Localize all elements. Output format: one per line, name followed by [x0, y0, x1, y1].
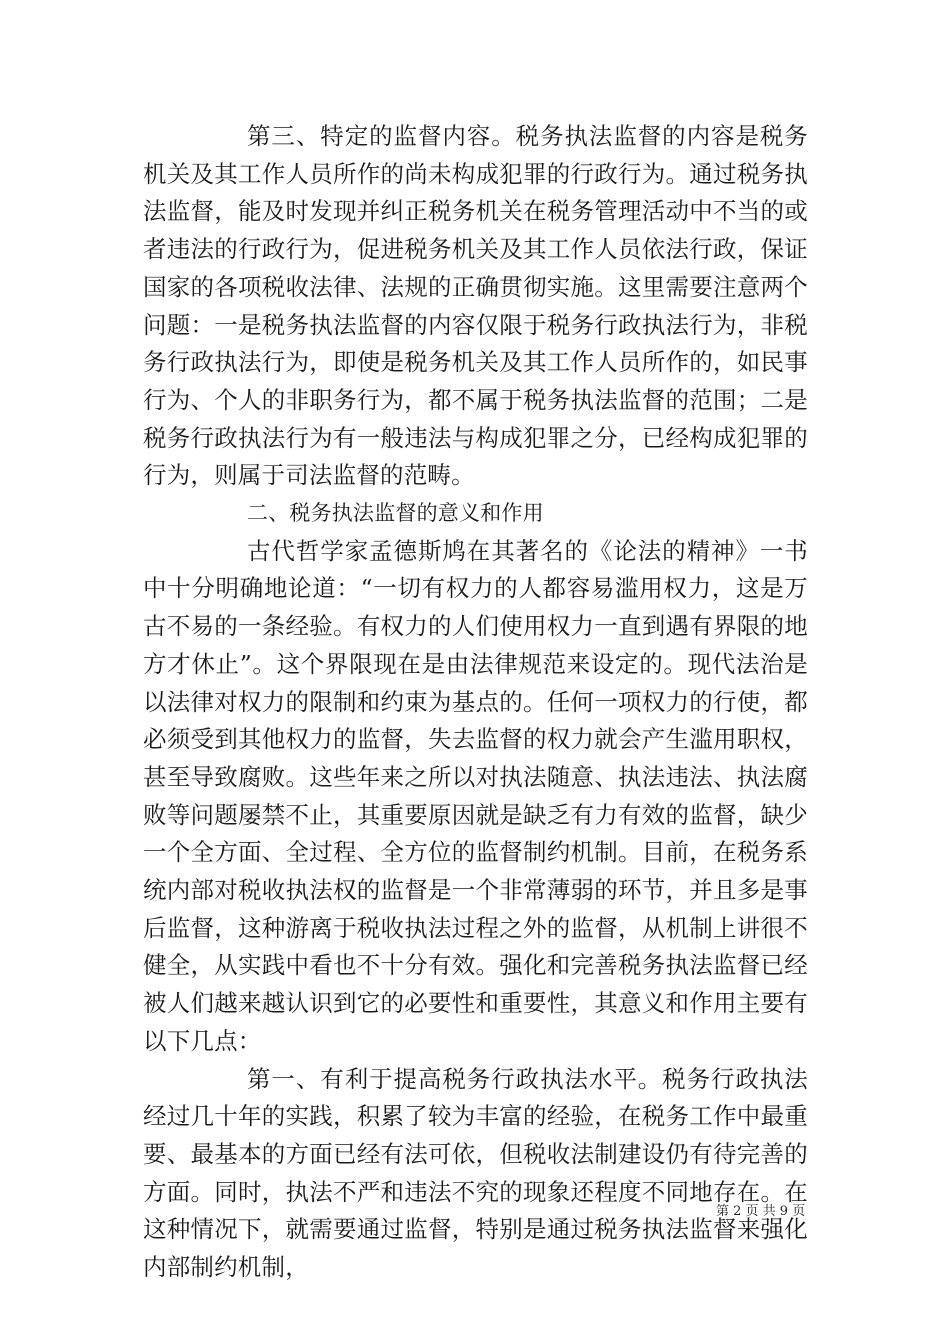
- paragraph-supervision-content: 第三、特定的监督内容。税务执法监督的内容是税务机关及其工作人员所作的尚未构成犯罪的行政行为。通过税务执法监督，能及时发现并纠正税务机关在税务管理活动中不当的或者违法的行政行为，促进税务机关及其工作人员依法行政，保证国家的各项税收法律、法规的正确贯彻实施。这里需要注意两个问题：一是税务执法监督的内容仅限于税务行政执法行为，非税务行政执法行为，即使是税务机关及其工作人员所作的，如民事行为、个人的非职务行为，都不属于税务执法监督的范围；二是税务行政执法行为有一般违法与构成犯罪之分，已经构成犯罪的行为，则属于司法监督的范畴。: [143, 122, 808, 490]
- paragraph-montesquieu: 古代哲学家孟德斯鸠在其著名的《论法的精神》一书中十分明确地论道：“一切有权力的人都容易滥用权力，这是万古不易的一条经验。有权力的人们使用权力一直到遇有界限的地方才休止”。这个界限现在是由法律规范来设定的。现代法治是以法律对权力的限制和约束为基点的。任何一项权力的行使，都必须受到其他权力的监督，失去监督的权力就会产生滥用职权，甚至导致腐败。这些年来之所以对执法随意、执法违法、执法腐败等问题屡禁不止，其重要原因就是缺乏有力有效的监督，缺少一个全方面、全过程、全方位的监督制约机制。目前，在税务系统内部对税收执法权的监督是一个非常薄弱的环节，并且多是事后监督，这种游离于税收执法过程之外的监督，从机制上讲很不健全，从实践中看也不十分有效。强化和完善税务执法监督已经被人们越来越认识到它的必要性和重要性，其意义和作用主要有以下几点：: [143, 536, 808, 1055]
- paragraph-first-point: 第一、有利于提高税务行政执法水平。税务行政执法经过几十年的实践，积累了较为丰富的经验，在税务工作中最重要、最基本的方面已经有法可依，但税收法制建设仍有待完善的方面。同时，执法不严和违法不究的现象还程度不同地存在。在这种情况下，就需要通过监督，特别是通过税务执法监督来强化内部制约机制，: [143, 1064, 808, 1282]
- document-body: [143, 118, 808, 1287]
- page-number: 第 2 页 共 9 页: [716, 1204, 806, 1219]
- section-heading: 二、税务执法监督的意义和作用: [247, 501, 544, 526]
